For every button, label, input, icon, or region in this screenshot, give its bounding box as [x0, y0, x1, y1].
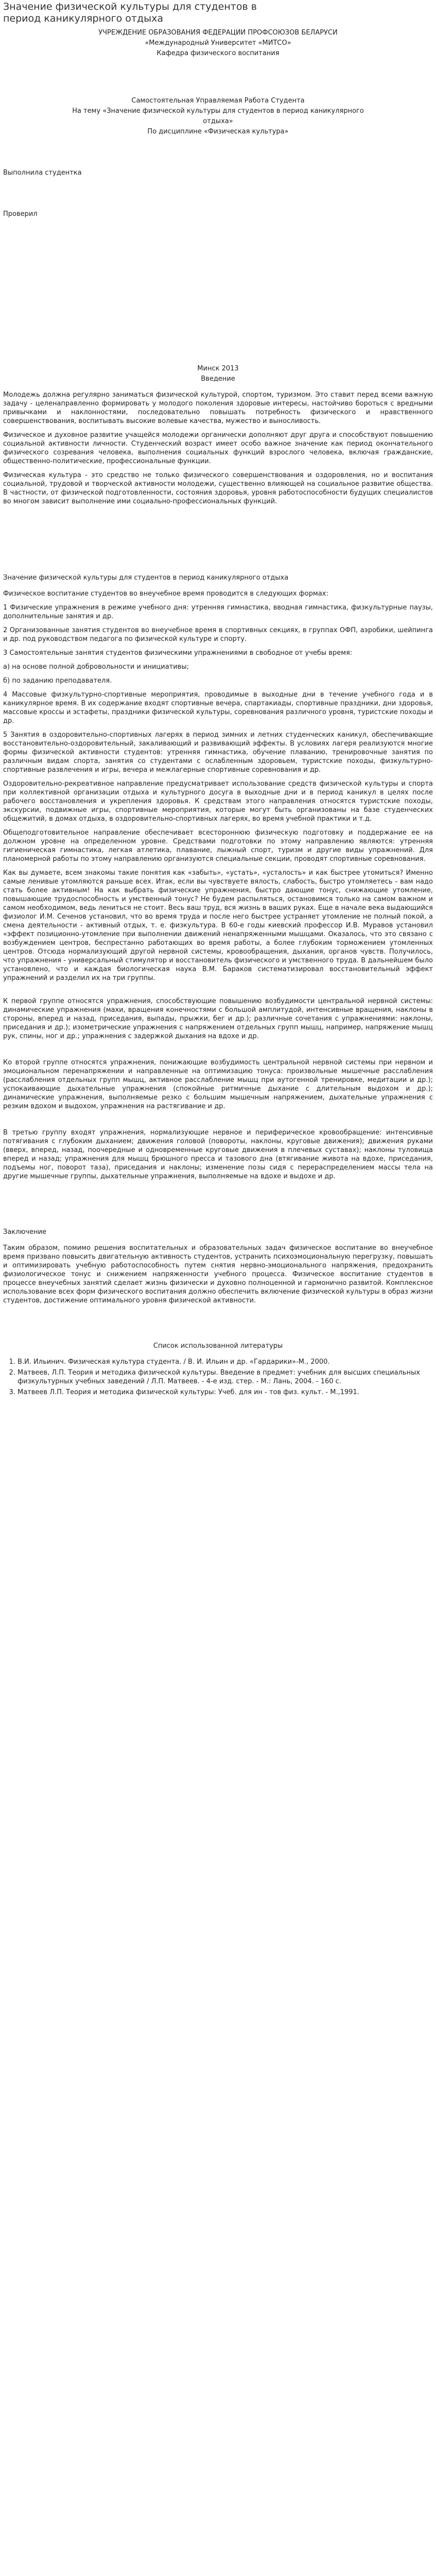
university-name: «Международный Университет «МИТСО» — [145, 39, 291, 47]
reference-item: 2. Матвеев, Л.П. Теория и методика физической культуры. Введение в предмет: учебник для высших специальных физкультурных учебных заведений / Л.П. Матвеев. - 4-е изд. стер. - М.: Лань, 2004. - 160 с. — [18, 1368, 433, 1386]
reference-item: 1. В.И. Ильинич. Физическая культура студента. / В. И. Ильин и др. «Гардарики»-М., 2000. — [18, 1358, 433, 1366]
intro-section — [0, 391, 436, 506]
main-paragraph: Как вы думаете, всем знакомы такие понятия как «забыть», «устать», «усталость» и как быстрее утомиться? Именно самые ленивые утомляются раньше всех. Итак, если вы чувствуете вялость, слабость, быстро утомляетесь - вам надо стать более активным! На как выбрать физические упражнения, быстро дающие тонус, снижающие утомление, повышающие трудоспособность и умственный тонус? Не будем распыляться, остановимся только на самом важном и самом необходимом, ведь лениться не стоит. Весь ваш труд, вся жизнь в ваших руках. Еще в начале века выдающийся физиолог И.М. Сеченов установил, что во время труда и после него быстрее устраняет утомление не полный покой, а смена деятельности - активный отдых, т. е. физкультура. В 60-е годы киевский профессор И.В. Муравов установил «эффект позиционно-утомление при выполнении движений ненапряженными мышцами. Оказалось, что это связано с возбуждением центров, беспрестанно работающих во время работы, а более глубоким торможением утомленных центров. Отсюда нормализующий другой нервной системы, кровообращения, дыхания, органов чувств. Получилось, что упражнения - универсальный стимулятор и восстановитель физического и умственного труда. В дальнейшем было установлено, что и каждая биологическая наука В.М. Бараков систематизировал восстановительный эффект упражнений и разделил их на три группы. — [3, 869, 433, 982]
references-list — [0, 1358, 436, 1397]
main-section — [0, 573, 436, 1181]
intro-paragraph: Физическое и духовное развитие учащейся молодежи органически дополняют друг друга и способствуют повышению социальной активности личности. Студенческий возраст имеет особо важное значение как период окончательного физического созревания человека, выполнения социальных функций взрослого человека, включая гражданские, общественно-политические, профессиональные функции. — [3, 431, 433, 465]
main-paragraph: 2 Организованные занятия студентов во внеучебное время в спортивных секциях, в группах ОФП, аэробики, шейпинга и др. под руководством педагога по физической культуре и спорту. — [3, 626, 433, 643]
department-name: Кафедра физического воспитания — [156, 49, 280, 57]
discipline-line: По дисциплине «Физическая культура» — [147, 128, 289, 135]
city-year: Минск 2013 — [197, 365, 239, 372]
main-heading: Значение физической культуры для студентов в период каникулярного отдыха — [3, 574, 289, 582]
reference-item: 3. Матвеев Л.П. Теория и методика физической культуры: Учеб. для ин - тов физ. культ. - М.,1991. — [18, 1388, 433, 1397]
institution-header — [0, 28, 436, 59]
page-title: Значение физической культуры для студентов в период каникулярного отдыха — [3, 1, 257, 24]
main-paragraph: 5 Занятия в оздоровительно-спортивных лагерях в период зимних и летних студенческих каникул, обеспечивающие восстановительно-оздоровительный, закаливающий и развивающий эффекты. В условиях лагеря реализуются многие формы физической активности студентов: утренняя гимнастика, обучение плаванию, тренировочные занятия по различным видам спорта, занятия со студентами с ослабленным здоровьем, туристские походы, физкультурно-спортивные развлечения и игры, вечера и межлагерные спортивные соревнования и др. — [3, 731, 433, 774]
main-paragraph: б) по заданию преподавателя. — [3, 677, 112, 685]
main-paragraph: 4 Массовые физкультурно-спортивные мероприятия, проводимые в выходные дни в течение учебного года и в каникулярное время. В их содержание входят спортивные вечера, спартакиады, спортивные праздники, дни здоровья, массовые кроссы и эстафеты, праздники физической культуры, соревнования различного уровня, туристские походы и др. — [3, 691, 433, 725]
intro-paragraph: Молодежь должна регулярно заниматься физической культурой, спортом, туризмом. Это ставит перед всеми важную задачу - целенаправленно формировать у молодого поколения здоровые интересы, настойчиво бороться с вредными привычками и наклонностями, последовательно повышать потребность физического и нравственного совершенствования, воспитывать высокие волевые качества, мужество и выносливость. — [3, 391, 433, 425]
main-paragraph: В третью группу входят упражнения, нормализующие нервное и периферическое кровообращение: интенсивные потягивания с глубоким дыханием; движения головой (повороты, наклоны, круговые движения); движения руками (вверх, вперед, назад, поочередные и одновременные круговые движения в плечевых суставах); наклоны туловища вперед и назад; упражнения для мышц брюшного пресса и тазового дна (втягивание живота на вдохе, приседания, подъемы ног, поворот таза), приседания и наклоны; изменение позы сидя с перераспределением массы тела на другие мышечные группы, дыхательные упражнения, выполняемые на вдохе и выдохе и др. — [3, 1129, 433, 1180]
main-paragraph: 3 Самостоятельные занятия студентов физическими упражнениями в свободное от учебы время: — [3, 649, 353, 657]
checked-by: Проверил — [3, 210, 38, 218]
topic-line-2: отдыха» — [203, 117, 233, 125]
main-paragraph: 1 Физические упражнения в режиме учебного дня: утренняя гимнастика, вводная гимнастика, физкультурные паузы, дополнительные занятия и др. — [3, 604, 433, 620]
conclusion-section — [0, 1227, 436, 1305]
main-paragraph: К первой группе относятся упражнения, способствующие повышению возбудимости центральной нервной системы: динамические упражнения (махи, вращения конечностями с большой амплитудой, интенсивные вращения, наклоны в стороны, вперед и назад, приседания, выпады, прыжки, бег и др.); различные сочетания с упражнениями: наклоны, приседания и др.); изометрические упражнения с напряжением отдельных групп мышц, например, напряжение мышц рук, спины, ног и др.; упражнения с задержкой дыхания на вдохе и др. — [3, 997, 433, 1040]
institution-name: УЧРЕЖДЕНИЕ ОБРАЗОВАНИЯ ФЕДЕРАЦИИ ПРОФСОЮЗОВ БЕЛАРУСИ — [98, 29, 338, 37]
main-paragraph: а) на основе полной добровольности и инициативы; — [3, 663, 189, 671]
topic-line-1: На тему «Значение физической культуры для студентов в период каникулярного — [72, 107, 364, 115]
references-section — [0, 1341, 436, 1397]
intro-heading: Введение — [201, 375, 235, 383]
performed-by: Выполнила студентка — [3, 169, 82, 177]
work-type: Самостоятельная Управляемая Работа Студента — [131, 97, 305, 105]
intro-paragraph: Физическая культура - это средство не только физического совершенствования и оздоровления, но и воспитания социальной, трудовой и творческой активности молодежи, существенно влияющей на социальное развитие общества. В частности, от физической подготовленности, состояния здоровья, уровня работоспособности будущих специалистов во многом зависит выполнение ими социально-профессиональных функций. — [3, 471, 433, 505]
conclusion-paragraph: Таким образом, помимо решения воспитательных и образовательных задач физическое воспитание во внеучебное время призвано повысить двигательную активность студентов, устранить психоэмоциональную перегрузку, повышать и оптимизировать учебную работоспособность путем снятия нервно-эмоционального напряжения, предохранить физиологическое тонус и снижением напряженности учебного процесса. Физическое воспитание студентов в процессе внеучебных занятий сделает жизнь физически и духовно полноценной и гармонично развитой. Комплексное использование всех форм физического воспитания должно обеспечить включение физической культуры в образ жизни студентов, достижение оптимального уровня физической активности. — [3, 1244, 433, 1304]
main-paragraph: Физическое воспитание студентов во внеучебное время проводится в следующих формах: — [3, 590, 328, 598]
main-paragraph: Общеподготовительное направление обеспечивает всестороннюю физическую подготовку и поддержание ее на должном уровне на определенном уровне. Средствами подготовки по этому направлению являются: утренняя гигиеническая гимнастика, легкая атлетика, плавание, лыжный спорт, туризм и другие виды упражнений. Для планомерной работы по этому направлению организуются специальные секции, проводят спортивные соревнования. — [3, 829, 433, 863]
cover-block — [0, 96, 436, 137]
main-paragraph: Ко второй группе относятся упражнения, понижающие возбудимость центральной нервной системы при нервном и эмоциональном перенапряжении и направленные на оптимизацию тонуса: произвольные мышечные расслабления (расслабления отдельных групп мышц, активное расслабление мышц при аутогенной тренировке, медитации и др.); успокаивающие дыхательные упражнения (спокойные ритмичные дыхание с длительным выдохом и др.); динамические упражнения, выполняемые резко с большим мышечным напряжением, дыхательные упражнения с резким вдохом и выдохом, упражнения на растягивание и др. — [3, 1059, 433, 1110]
conclusion-heading: Заключение — [3, 1228, 47, 1236]
references-heading: Список использованной литературы — [153, 1342, 283, 1350]
main-paragraph: Оздоровительно-рекреативное направление предусматривает использование средств физической культуры и спорта при коллективной организации отдыха и культурного досуга в выходные дни и в период каникул в целях после рабочего восстановления и укрепления здоровья. К средствам этого направления относятся туристские походы, экскурсии, подвижные игры, спортивные мероприятия, которые могут быть организованы на базе студенческих общежитий, в домах отдыха, в оздоровительно-спортивных лагерях, во время учебной практики и т.д. — [3, 780, 433, 823]
